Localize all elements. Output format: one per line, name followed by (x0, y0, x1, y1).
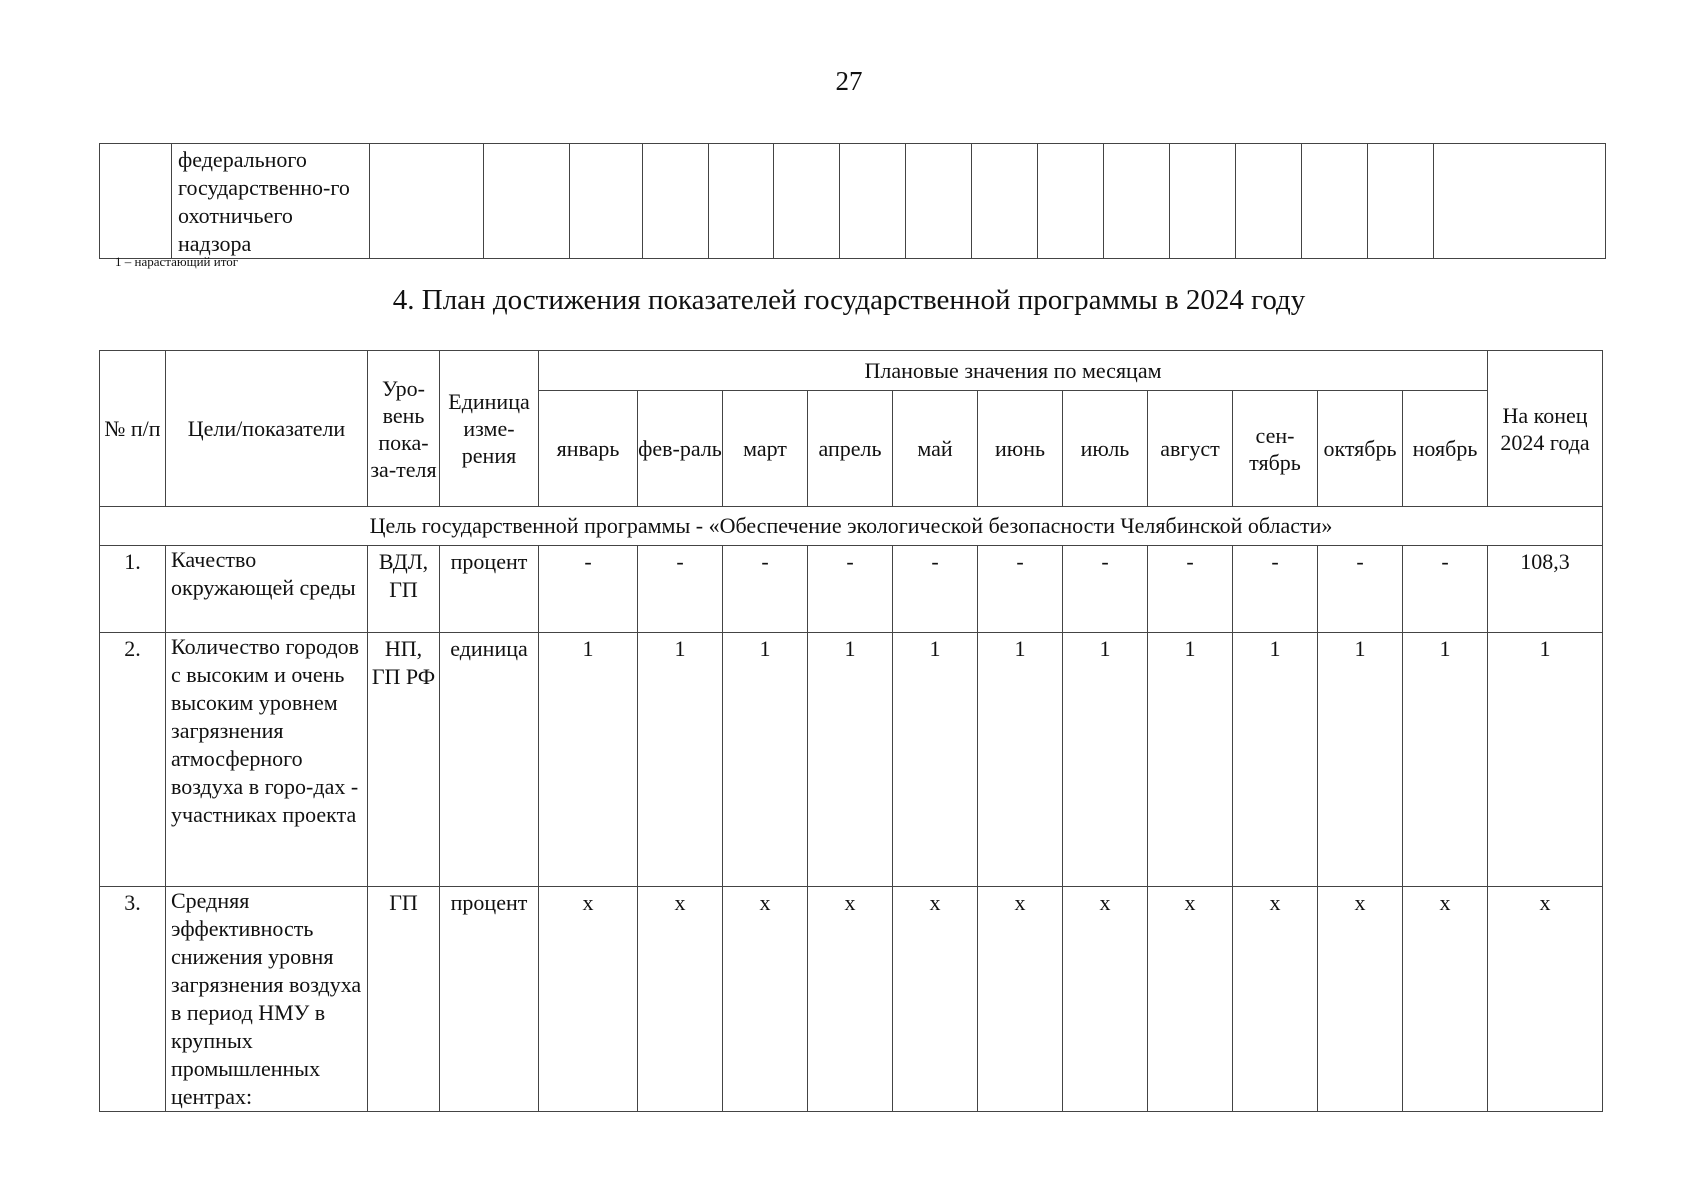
continuation-row (100, 144, 1606, 259)
header-month-sep: сен-тябрь (1233, 391, 1318, 507)
month-value: 1 (893, 633, 978, 887)
month-value: 1 (539, 633, 638, 887)
month-value: 1 (1063, 633, 1148, 887)
indicator-unit: единица (440, 633, 539, 887)
month-value: - (1318, 546, 1403, 633)
footnote: 1 – нарастающий итог (115, 254, 239, 269)
continuation-cell (570, 144, 643, 259)
month-value: 1 (978, 633, 1063, 887)
indicator-unit: процент (440, 546, 539, 633)
continuation-indicator-name: федерального государственно-го охотничьего надзора (172, 144, 370, 259)
continuation-cell (370, 144, 484, 259)
table-row (100, 887, 1603, 1112)
month-value: х (1403, 887, 1488, 1112)
month-value: 1 (1233, 633, 1318, 887)
month-value: 1 (1148, 633, 1233, 887)
month-value: 1 (808, 633, 893, 887)
continuation-cell (774, 144, 840, 259)
continuation-cell (1236, 144, 1302, 259)
month-value: 1 (723, 633, 808, 887)
program-goal: Цель государственной программы - «Обеспечение экологической безопасности Челябинской области» (100, 507, 1603, 546)
continuation-cell (972, 144, 1038, 259)
end-year-value: 108,3 (1488, 546, 1603, 633)
indicator-name: Количество городов с высоким и очень высоким уровнем загрязнения атмосферного воздуха в горо-дах - участниках проекта (166, 633, 368, 887)
indicator-level: НП, ГП РФ (368, 633, 440, 887)
continuation-cell (1302, 144, 1368, 259)
header-unit: Единица изме-рения (440, 351, 539, 507)
continuation-table (99, 143, 1606, 259)
month-value: 1 (1403, 633, 1488, 887)
month-value: - (638, 546, 723, 633)
month-value: - (539, 546, 638, 633)
header-end: На конец 2024 года (1488, 351, 1603, 507)
continuation-cell (100, 144, 172, 259)
indicator-unit: процент (440, 887, 539, 1112)
header-month-mar: март (723, 391, 808, 507)
header-month-aug: август (1148, 391, 1233, 507)
header-month-jun: июнь (978, 391, 1063, 507)
continuation-cell (1170, 144, 1236, 259)
table-row (100, 546, 1603, 633)
header-month-feb: фев-раль (638, 391, 723, 507)
month-value: - (1063, 546, 1148, 633)
table-row (100, 633, 1603, 887)
header-month-nov: ноябрь (1403, 391, 1488, 507)
continuation-cell (906, 144, 972, 259)
month-value: - (723, 546, 808, 633)
month-value: 1 (638, 633, 723, 887)
month-value: - (1233, 546, 1318, 633)
plan-table (99, 350, 1603, 1112)
header-goal: Цели/показатели (166, 351, 368, 507)
header-level: Уро-вень пока-за-теля (368, 351, 440, 507)
section-title: 4. План достижения показателей государственной программы в 2024 году (392, 284, 1306, 316)
header-month-jul: июль (1063, 391, 1148, 507)
month-value: х (638, 887, 723, 1112)
month-value: х (539, 887, 638, 1112)
month-value: х (723, 887, 808, 1112)
header-num: № п/п (100, 351, 166, 507)
header-row (100, 351, 1603, 391)
month-value: х (1233, 887, 1318, 1112)
month-value: х (1148, 887, 1233, 1112)
indicator-name: Качество окружающей среды (166, 546, 368, 633)
end-year-value: 1 (1488, 633, 1603, 887)
continuation-cell (1038, 144, 1104, 259)
row-number: 3. (100, 887, 166, 1112)
continuation-cell (709, 144, 774, 259)
indicator-level: ГП (368, 887, 440, 1112)
month-value: - (893, 546, 978, 633)
indicator-level: ВДЛ, ГП (368, 546, 440, 633)
continuation-cell (1368, 144, 1434, 259)
continuation-cell (643, 144, 709, 259)
month-value: х (1318, 887, 1403, 1112)
end-year-value: х (1488, 887, 1603, 1112)
header-month-may: май (893, 391, 978, 507)
header-month-jan: январь (539, 391, 638, 507)
header-planned: Плановые значения по месяцам (539, 351, 1488, 391)
month-value: - (1403, 546, 1488, 633)
row-number: 1. (100, 546, 166, 633)
continuation-cell (840, 144, 906, 259)
month-value: - (808, 546, 893, 633)
header-month-oct: октябрь (1318, 391, 1403, 507)
month-value: х (1063, 887, 1148, 1112)
month-value: 1 (1318, 633, 1403, 887)
month-value: х (808, 887, 893, 1112)
month-value: - (978, 546, 1063, 633)
goal-row (100, 507, 1603, 546)
continuation-cell (484, 144, 570, 259)
header-month-apr: апрель (808, 391, 893, 507)
month-value: х (978, 887, 1063, 1112)
continuation-cell (1434, 144, 1606, 259)
indicator-name: Средняя эффективность снижения уровня загрязнения воздуха в период НМУ в крупных промышленных центрах: (166, 887, 368, 1112)
row-number: 2. (100, 633, 166, 887)
month-value: - (1148, 546, 1233, 633)
continuation-cell (1104, 144, 1170, 259)
page-number: 27 (835, 66, 863, 96)
month-value: х (893, 887, 978, 1112)
